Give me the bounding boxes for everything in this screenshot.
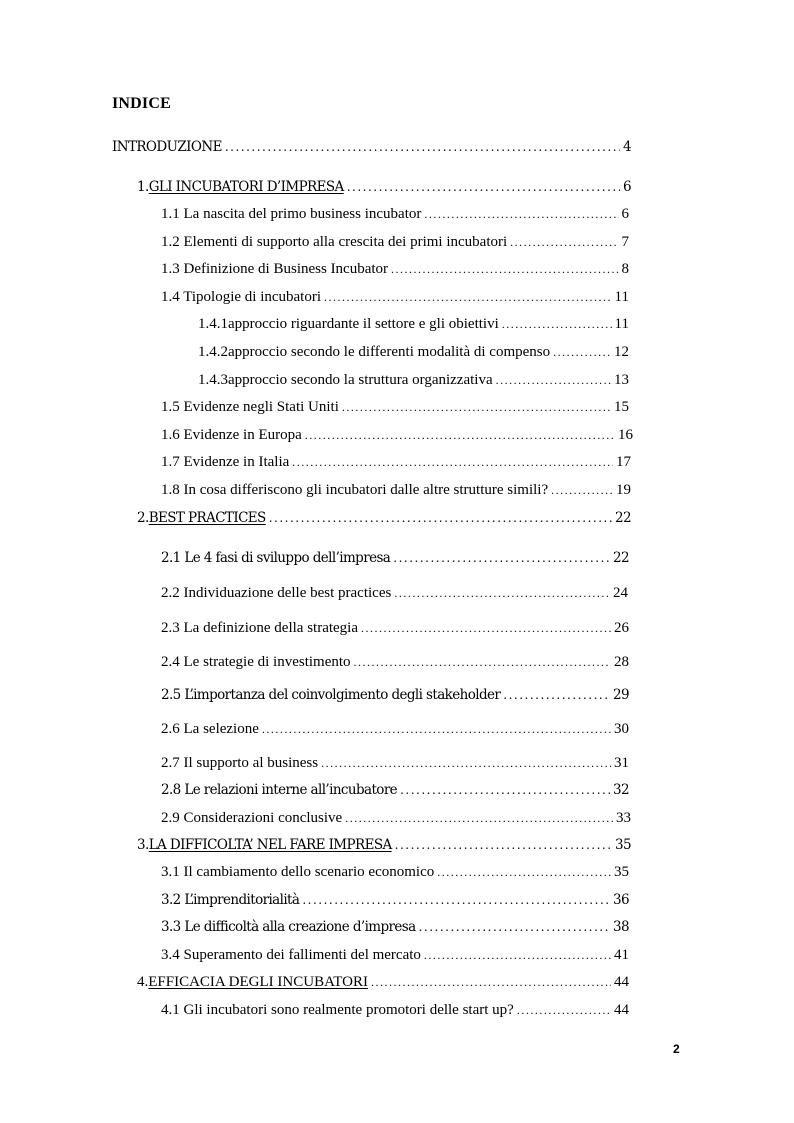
toc-entry-title: GLI INCUBATORI D’IMPRESA: [148, 179, 344, 195]
toc-entry-title: 2.7 Il supporto al business: [161, 755, 319, 771]
toc-entry-title: 2.9 Considerazioni conclusive: [161, 810, 343, 826]
toc-entry-title: 2.1 Le 4 fasi di sviluppo dell’impresa: [161, 550, 391, 566]
toc-chapter-4[interactable]: [137, 972, 629, 992]
toc-section-2-1[interactable]: [161, 548, 629, 568]
toc-entry-page: 7: [621, 234, 629, 250]
toc-section-3-2[interactable]: [161, 890, 629, 910]
toc-entry-page: 8: [621, 261, 629, 277]
toc-entry-page: 33: [616, 810, 631, 826]
toc-entry-page: 29: [613, 687, 629, 703]
toc-entry-page: 11: [614, 316, 629, 332]
toc-section-3-4[interactable]: [161, 945, 629, 965]
dot-leader: [496, 370, 611, 390]
subsection-number: 1.4.2: [198, 344, 228, 360]
toc-subsection-1-4-2[interactable]: [198, 342, 629, 362]
toc-section-3-1[interactable]: [161, 862, 629, 882]
toc-entry-title: BEST PRACTICES: [148, 510, 266, 526]
toc-entry-page: 28: [614, 654, 629, 670]
toc-entry-title: 2.5 L’importanza del coinvolgimento degli stakeholder: [161, 687, 501, 703]
toc-section-2-7[interactable]: [161, 753, 629, 773]
dot-leader: [503, 685, 610, 705]
dot-leader: [225, 137, 620, 157]
dot-leader: [262, 719, 611, 739]
toc-entry-title: 1.4 Tipologie di incubatori: [161, 289, 322, 305]
toc-entry-page: 19: [616, 482, 631, 498]
toc-entry-title: 1.6 Evidenze in Europa: [161, 427, 302, 443]
toc-entry-title: 3.3 Le difficoltà alla creazione d’impresa: [161, 919, 416, 935]
dot-leader: [354, 652, 611, 672]
toc-section-2-5[interactable]: [161, 685, 629, 705]
toc-section-2-3[interactable]: [161, 618, 629, 638]
dot-leader: [517, 1000, 611, 1020]
toc-entry-title: 2.8 Le relazioni interne all’incubatore: [161, 782, 398, 798]
toc-section-1-1[interactable]: [161, 204, 629, 224]
toc-section-1-8[interactable]: [161, 480, 631, 500]
subsection-number: 1.4.3: [198, 372, 228, 388]
toc-entry-page: 32: [613, 782, 629, 798]
toc-entry-page: 17: [616, 454, 631, 470]
toc-entry-title: 1.7 Evidenze in Italia: [161, 454, 290, 470]
toc-entry-page: 35: [614, 864, 629, 880]
toc-entry-title: 1.1 La nascita del primo business incubator: [161, 206, 422, 222]
toc-entry-page: 6: [621, 206, 629, 222]
dot-leader: [342, 397, 611, 417]
toc-entry-page: 12: [614, 344, 629, 360]
dot-leader: [371, 972, 611, 992]
toc-section-1-2[interactable]: [161, 232, 629, 252]
dot-leader: [551, 480, 613, 500]
dot-leader: [292, 452, 613, 472]
dot-leader: [269, 508, 612, 528]
toc-entry-title: 3.4 Superamento dei fallimenti del mercato: [161, 947, 421, 963]
dot-leader: [424, 204, 618, 224]
toc-entry-title: approccio secondo le differenti modalità di compenso: [228, 344, 551, 360]
toc-entry-page: 15: [614, 399, 629, 415]
dot-leader: [305, 425, 615, 445]
toc-entry-page: 4: [623, 139, 631, 155]
dot-leader: [324, 287, 612, 307]
toc-entry-title: 2.4 Le strategie di investimento: [161, 654, 351, 670]
toc-section-2-9[interactable]: [161, 808, 631, 828]
dot-leader: [302, 890, 610, 910]
toc-entry-page: 44: [614, 1002, 629, 1018]
dot-leader: [391, 259, 618, 279]
toc-section-2-8[interactable]: [161, 780, 629, 800]
dot-leader: [502, 314, 612, 334]
dot-leader: [361, 618, 611, 638]
toc-entry-title: 1.5 Evidenze negli Stati Uniti: [161, 399, 339, 415]
toc-entry-title: 2.2 Individuazione delle best practices: [161, 585, 392, 601]
toc-section-3-3[interactable]: [161, 917, 629, 937]
subsection-number: 1.4.1: [198, 316, 228, 332]
toc-entry-page: 16: [618, 427, 633, 443]
dot-leader: [424, 945, 611, 965]
toc-entry-page: 44: [614, 974, 629, 990]
toc-entry-title: 1.8 In cosa differiscono gli incubatori dalle altre strutture simili?: [161, 482, 549, 498]
dot-leader: [394, 583, 610, 603]
toc-entry-page: 36: [613, 892, 629, 908]
toc-entry-page: 24: [613, 585, 628, 601]
toc-entry-title: 1.2 Elementi di supporto alla crescita dei primi incubatori: [161, 234, 508, 250]
dot-leader: [347, 177, 620, 197]
toc-subsection-1-4-1[interactable]: [198, 314, 629, 334]
toc-entry-title: 2.6 La selezione: [161, 721, 259, 737]
toc-entry-page: 6: [623, 179, 631, 195]
dot-leader: [437, 862, 611, 882]
page-number: 2: [673, 1042, 680, 1056]
dot-leader: [419, 917, 610, 937]
toc-section-1-6[interactable]: [161, 425, 633, 445]
toc-entry-title: LA DIFFICOLTA’ NEL FARE IMPRESA: [148, 837, 392, 853]
dot-leader: [400, 780, 610, 800]
chapter-number: 4.: [137, 974, 149, 990]
dot-leader: [510, 232, 618, 252]
toc-subsection-1-4-3[interactable]: [198, 370, 629, 390]
toc-section-1-7[interactable]: [161, 452, 631, 472]
toc-entry-title: 3.1 Il cambiamento dello scenario economico: [161, 864, 435, 880]
toc-entry-page: 31: [614, 755, 629, 771]
toc-entry-page: 22: [615, 510, 631, 526]
toc-entry-page: 30: [614, 721, 629, 737]
toc-entry-page: 11: [614, 289, 629, 305]
dot-leader: [553, 342, 611, 362]
toc-section-1-3[interactable]: [161, 259, 629, 279]
toc-chapter-2[interactable]: [137, 508, 631, 528]
toc-entry-title: approccio secondo la struttura organizzativa: [228, 372, 493, 388]
toc-entry-page: 38: [613, 919, 629, 935]
toc-entry-title: INTRODUZIONE: [112, 139, 222, 155]
toc-entry-title: 4.1 Gli incubatori sono realmente promotori delle start up?: [161, 1002, 514, 1018]
toc-section-1-4[interactable]: [161, 287, 629, 307]
toc-chapter-1[interactable]: [137, 177, 631, 197]
toc-entry-page: 22: [613, 550, 629, 566]
chapter-number: 2.: [137, 510, 149, 526]
toc-entry-page: 13: [614, 372, 629, 388]
dot-leader: [321, 753, 611, 773]
toc-entry-title: 3.2 L’imprenditorialità: [161, 892, 300, 908]
toc-entry-title: 2.3 La definizione della strategia: [161, 620, 358, 636]
toc-entry-title: approccio riguardante il settore e gli obiettivi: [228, 316, 499, 332]
toc-section-2-4[interactable]: [161, 652, 629, 672]
toc-chapter-3[interactable]: [137, 835, 631, 855]
toc-entry-page: 41: [614, 947, 629, 963]
toc-entry-introduzione[interactable]: [112, 137, 631, 157]
toc-section-1-5[interactable]: [161, 397, 629, 417]
toc-section-2-2[interactable]: [161, 583, 628, 603]
toc-entry-page: 26: [614, 620, 629, 636]
toc-entry-page: 35: [615, 837, 631, 853]
toc-entry-title: 1.3 Definizione di Business Incubator: [161, 261, 389, 277]
dot-leader: [345, 808, 613, 828]
toc-heading: INDICE: [112, 95, 171, 112]
toc-section-4-1[interactable]: [161, 1000, 629, 1020]
chapter-number: 1.: [137, 179, 149, 195]
toc-entry-title: EFFICACIA DEGLI INCUBATORI: [148, 974, 368, 990]
toc-section-2-6[interactable]: [161, 719, 629, 739]
dot-leader: [393, 548, 610, 568]
dot-leader: [395, 835, 612, 855]
chapter-number: 3.: [137, 837, 149, 853]
